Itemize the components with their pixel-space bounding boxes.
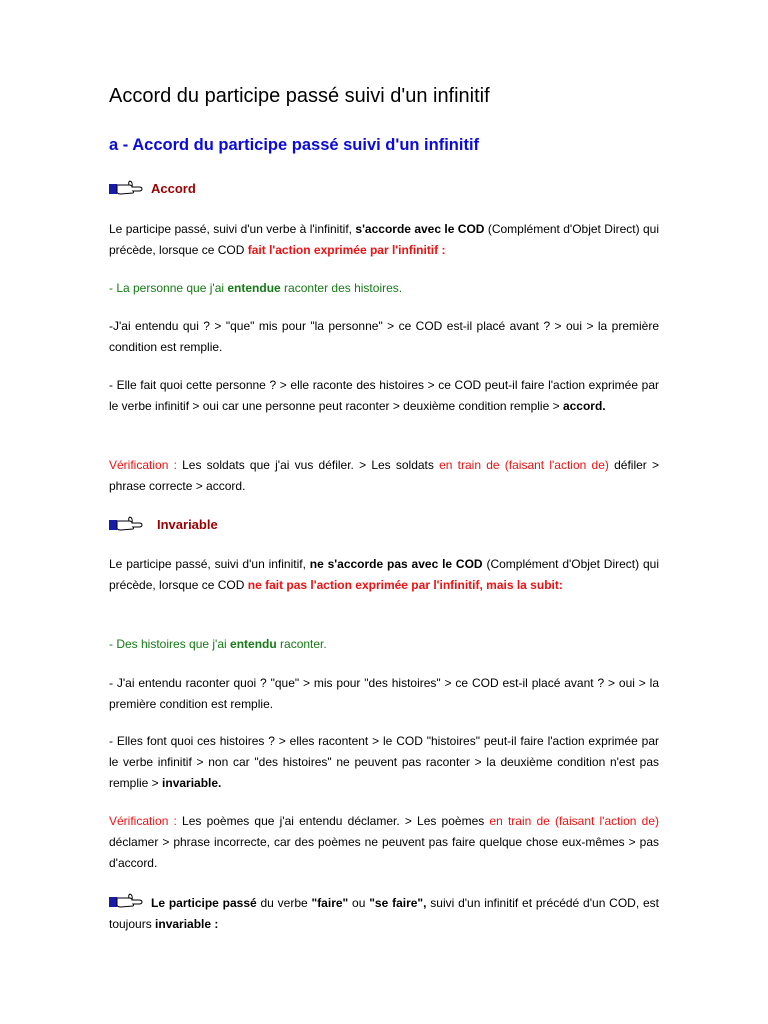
bold-text: "faire" — [311, 896, 349, 910]
text-span: - Elle fait quoi cette personne ? > elle raconte des histoires > ce COD peut-il faire l'action exprimée par le verbe infinitif > oui car une personne peut raconter > deuxième condition remplie > — [109, 378, 659, 413]
text-span: Les soldats que j'ai vus défiler. > Les soldats — [176, 458, 440, 472]
bold-text: entendu — [230, 637, 277, 651]
text-span: défiler > phrase correcte > accord. — [109, 458, 660, 493]
verification-label: Vérification : — [109, 814, 177, 828]
text-span: déclamer > phrase incorrecte, car des poèmes ne peuvent pas faire quelque chose eux-mêmes > pas d'accord. — [109, 835, 659, 870]
bold-text: s'accorde avec le COD — [355, 222, 485, 236]
faire-paragraph — [109, 893, 659, 935]
heading-invariable — [109, 516, 218, 532]
text-span: (Complément d'Objet Direct) qui précède, lorsque ce COD — [109, 222, 659, 257]
text-span: Le participe passé, suivi d'un verbe à l'infinitif, — [109, 222, 356, 236]
bold-text: entendue — [227, 281, 281, 295]
highlight-text: en train de (faisant l'action de) — [489, 814, 659, 828]
rule-paragraph — [109, 554, 659, 596]
question-paragraph — [109, 731, 659, 794]
text-span: ou — [348, 896, 370, 910]
bold-text: Le participe passé — [151, 896, 257, 910]
text-span: - La personne que j'ai — [109, 281, 228, 295]
text-span: suivi d'un infinitif et précédé d'un COD, est toujours — [109, 896, 660, 931]
question-paragraph: -J'ai entendu qui ? > "que" mis pour "la personne" > ce COD est-il placé avant ? > oui > la première condition est remplie. — [109, 319, 659, 354]
page-title: Accord du participe passé suivi d'un infinitif — [109, 85, 490, 107]
verification-paragraph — [109, 811, 659, 874]
bold-text: invariable : — [155, 917, 219, 931]
bold-text: ne s'accorde pas avec le COD — [309, 557, 483, 571]
subheading-label: Invariable — [157, 516, 218, 532]
bold-text: invariable. — [162, 776, 222, 790]
text-span: du verbe — [256, 896, 312, 910]
heading-accord — [109, 180, 196, 196]
text-span: raconter. — [276, 637, 327, 651]
text-span: Le participe passé, suivi d'un infinitif, — [109, 557, 310, 571]
pointing-hand-icon — [109, 893, 143, 909]
question-paragraph: - J'ai entendu raconter quoi ? "que" > mis pour "des histoires" > ce COD est-il placé avant ? > oui > la première condition est remplie. — [109, 676, 659, 711]
text-span: raconter des histoires. — [280, 281, 403, 295]
text-span: (Complément d'Objet Direct) qui précède, lorsque ce COD — [109, 557, 659, 592]
pointing-hand-icon — [109, 516, 143, 532]
example-sentence — [109, 278, 659, 299]
pointing-hand-icon — [109, 180, 143, 196]
section-subtitle: a - Accord du participe passé suivi d'un infinitif — [109, 136, 480, 154]
bold-text: "se faire", — [369, 896, 427, 910]
text-span: Les poèmes que j'ai entendu déclamer. > Les poèmes — [176, 814, 490, 828]
highlight-text: en train de (faisant l'action de) — [439, 458, 609, 472]
example-sentence — [109, 634, 659, 655]
highlight-text: fait l'action exprimée par l'infinitif : — [247, 243, 446, 257]
text-span: - Elles font quoi ces histoires ? > elles racontent > le COD "histoires" peut-il faire l'action exprimée par le verbe infinitif > non car "des histoires" ne peuvent pas raconter > la deuxième condition n'est pas remplie > — [109, 734, 659, 790]
subheading-label: Accord — [151, 180, 196, 196]
question-paragraph — [109, 375, 659, 417]
rule-paragraph — [109, 219, 659, 261]
verification-label: Vérification : — [109, 458, 177, 472]
verification-paragraph — [109, 455, 659, 497]
text-span: - Des histoires que j'ai — [109, 637, 231, 651]
bold-text: accord. — [562, 399, 606, 413]
highlight-text: ne fait pas l'action exprimée par l'infinitif, mais la subit: — [247, 578, 563, 592]
